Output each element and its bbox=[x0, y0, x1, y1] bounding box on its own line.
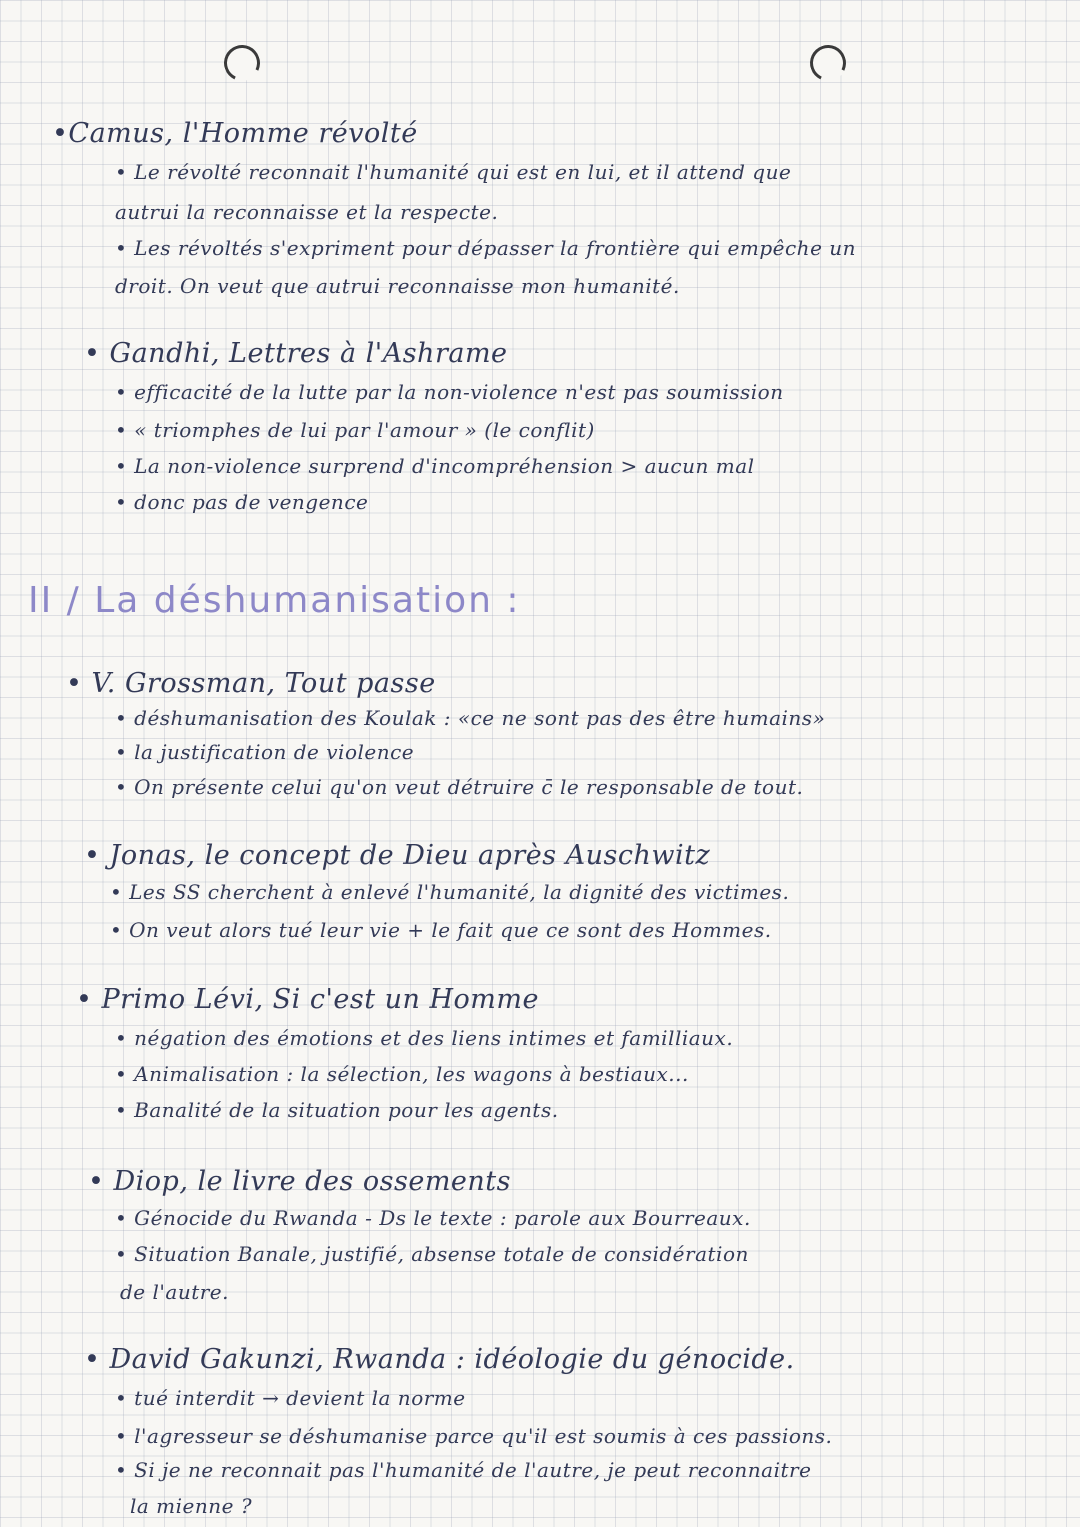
note-line: autrui la reconnaisse et la respecte. bbox=[115, 200, 499, 224]
note-line: droit. On veut que autrui reconnaisse mon humanité. bbox=[115, 274, 680, 298]
heading-jonas: • Jonas, le concept de Dieu après Auschwitz bbox=[84, 840, 711, 871]
note-line: • On veut alors tué leur vie + le fait que ce sont des Hommes. bbox=[110, 918, 772, 942]
note-line: • Le révolté reconnait l'humanité qui est en lui, et il attend que bbox=[115, 160, 792, 184]
note-line: • déshumanisation des Koulak : «ce ne sont pas des être humains» bbox=[115, 706, 826, 730]
note-line: • Les SS cherchent à enlevé l'humanité, la dignité des victimes. bbox=[110, 880, 790, 904]
note-line: • « triomphes de lui par l'amour » (le conflit) bbox=[115, 418, 595, 442]
heading-gandhi: • Gandhi, Lettres à l'Ashrame bbox=[84, 338, 508, 369]
note-line: • Génocide du Rwanda - Ds le texte : parole aux Bourreaux. bbox=[115, 1206, 751, 1230]
note-line: • On présente celui qu'on veut détruire c̄ le responsable de tout. bbox=[115, 775, 804, 799]
section-title: II / La déshumanisation : bbox=[28, 580, 521, 621]
heading-primo-levi: • Primo Lévi, Si c'est un Homme bbox=[76, 984, 539, 1015]
heading-camus: •Camus, l'Homme révolté bbox=[52, 118, 418, 149]
note-line: • Les révoltés s'expriment pour dépasser la frontière qui empêche un bbox=[115, 236, 857, 260]
note-line: • l'agresseur se déshumanise parce qu'il est soumis à ces passions. bbox=[115, 1424, 833, 1448]
note-line: • donc pas de vengence bbox=[115, 490, 369, 514]
heading-diop: • Diop, le livre des ossements bbox=[88, 1166, 512, 1197]
note-line: • La non-violence surprend d'incompréhension > aucun mal bbox=[115, 454, 755, 478]
heading-gakunzi: • David Gakunzi, Rwanda : idéologie du génocide. bbox=[84, 1344, 795, 1375]
note-line: • Situation Banale, justifié, absense totale de considération bbox=[115, 1242, 749, 1266]
note-line: • tué interdit → devient la norme bbox=[115, 1386, 466, 1410]
note-line: • négation des émotions et des liens intimes et familliaux. bbox=[115, 1026, 734, 1050]
note-line: de l'autre. bbox=[120, 1280, 229, 1304]
note-line: • Si je ne reconnait pas l'humanité de l'autre, je peut reconnaitre bbox=[115, 1458, 812, 1482]
note-line: la mienne ? bbox=[130, 1494, 253, 1518]
note-line: • Animalisation : la sélection, les wagons à bestiaux... bbox=[115, 1062, 689, 1086]
note-line: • la justification de violence bbox=[115, 740, 415, 764]
note-line: • Banalité de la situation pour les agents. bbox=[115, 1098, 559, 1122]
note-line: • efficacité de la lutte par la non-violence n'est pas soumission bbox=[115, 380, 784, 404]
heading-grossman: • V. Grossman, Tout passe bbox=[66, 668, 436, 699]
